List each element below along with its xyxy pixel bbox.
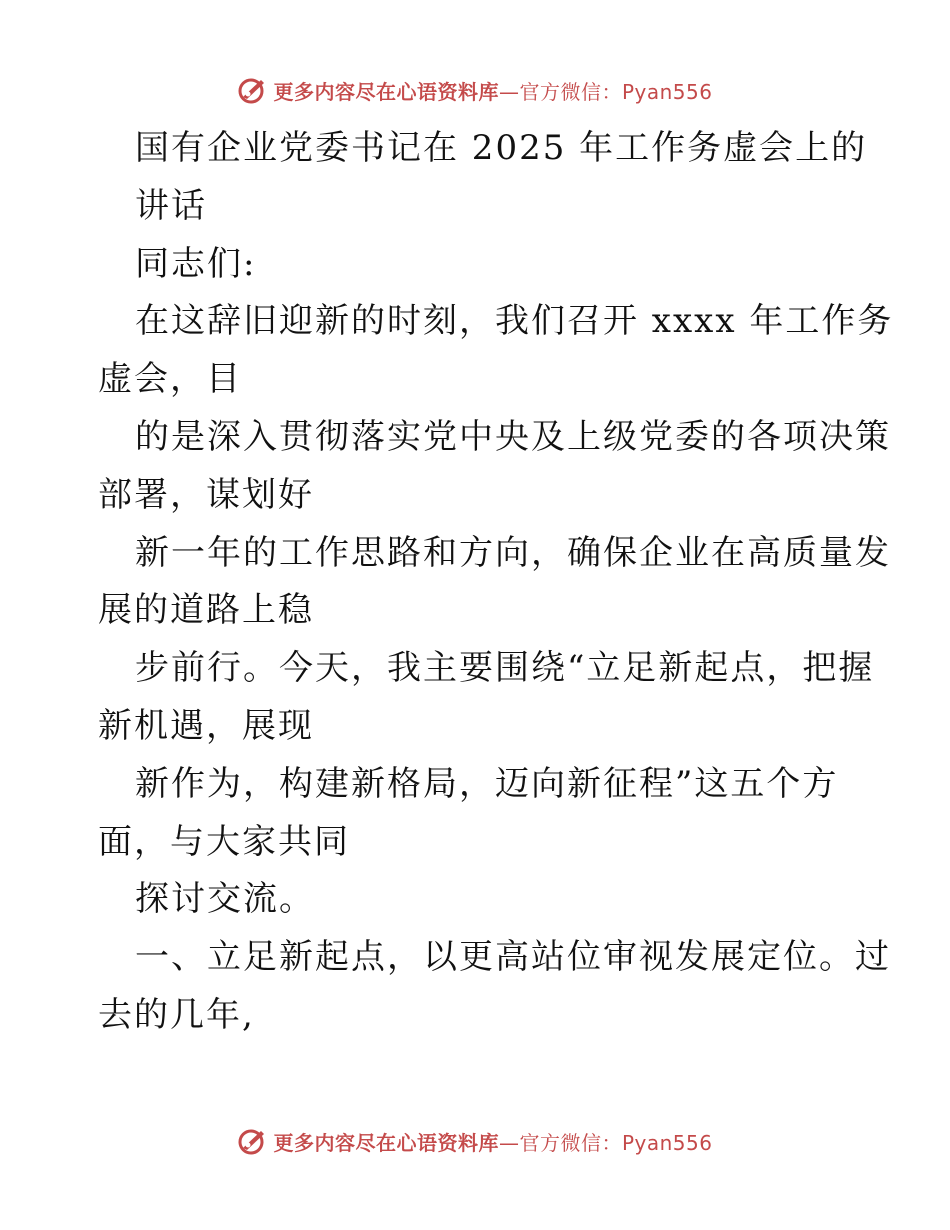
text-line: 去的几年, [98,994,255,1035]
text-line: 展的道路上稳 [98,590,314,631]
text-line: 一、立足新起点，以更高站位审视发展定位。过 [135,937,891,978]
text-line: 在这辞旧迎新的时刻，我们召开 xxxx 年工作务 [135,301,894,342]
text-line: 同志们: [135,243,257,284]
text-line: 步前行。今天，我主要围绕“立足新起点，把握 [135,648,875,689]
text-line: 面，与大家共同 [98,821,350,862]
watermark-text: 更多内容尽在心语资料库—官方微信：Pyan556 [273,79,713,104]
text-line: 新一年的工作思路和方向，确保企业在高质量发 [135,532,891,573]
quill-seal-icon [237,75,267,105]
text-line: 的是深入贯彻落实党中央及上级党委的各项决策 [135,416,891,457]
quill-seal-icon [237,1126,267,1156]
text-line: 讲话 [135,185,207,226]
text-line: 新机遇，展现 [98,705,314,746]
watermark-text: 更多内容尽在心语资料库—官方微信：Pyan556 [273,1130,713,1155]
document-body [98,120,894,1045]
footer-watermark [0,1121,950,1161]
text-line: 探讨交流。 [135,879,315,920]
text-line: 国有企业党委书记在 2025 年工作务虚会上的 [135,128,868,168]
text-line: 虚会，目 [98,359,242,400]
header-watermark [0,70,950,110]
text-line: 新作为，构建新格局，迈向新征程”这五个方 [135,763,839,804]
text-line: 部署，谋划好 [98,474,314,515]
